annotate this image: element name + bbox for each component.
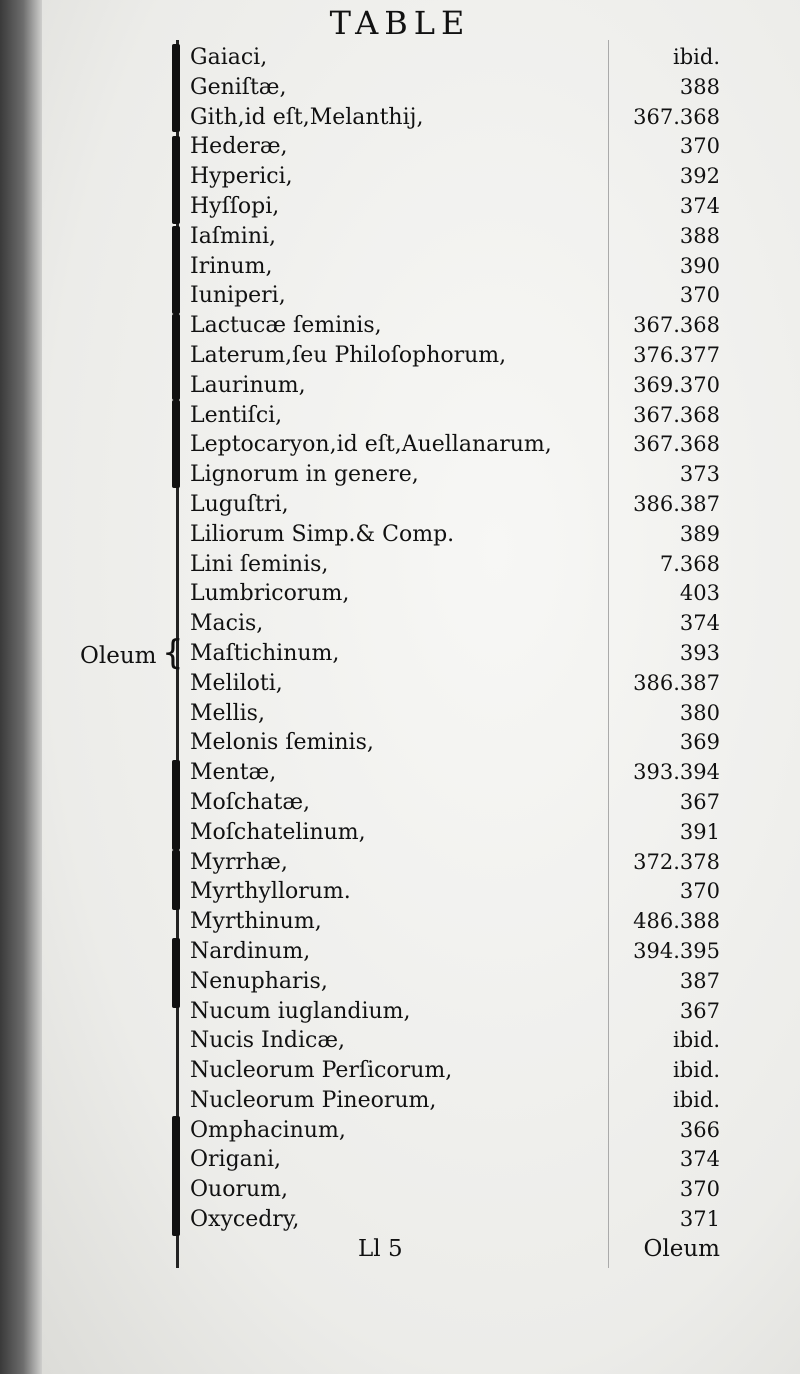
entry-page: 367 [679,789,720,814]
index-entry [190,788,720,818]
entry-name: Origani, [190,1147,281,1173]
index-entry [190,1086,720,1116]
signature-mark: Ll 5 [358,1236,403,1262]
entry-name: Maſtichinum, [190,640,340,666]
entry-name: Mellis, [190,700,265,726]
entry-name: Nucis Indicæ, [190,1028,346,1054]
group-bracket-i [172,226,180,314]
group-bracket-l2 [172,400,180,488]
index-entry [190,699,720,729]
entry-page: 369.370 [633,372,720,397]
index-entry [190,758,720,788]
entry-page: ibid. [673,1087,720,1112]
index-entry [190,132,720,162]
entry-page: 374 [679,193,720,218]
index-entry [190,1175,720,1205]
entry-page: 367.368 [633,104,720,129]
index-entry [190,728,720,758]
side-label-oleum: Oleum [80,643,157,669]
entry-name: Lumbricorum, [190,581,350,607]
entry-name: Lini ſeminis, [190,551,329,577]
entry-name: Mentæ, [190,760,277,786]
entry-name: Myrthyllorum. [190,879,351,905]
index-entry [190,192,720,222]
index-entry [190,818,720,848]
entry-name: Laterum,ſeu Philoſophorum, [190,342,507,368]
entry-name: Moſchatæ, [190,789,311,815]
entry-page: 403 [679,581,720,606]
entry-page: 486.388 [633,909,720,934]
index-entry [190,550,720,580]
entry-page: 370 [679,879,720,904]
index-entry [190,222,720,252]
index-entry [190,967,720,997]
index-entry [190,341,720,371]
entry-page: 394.395 [633,938,720,963]
index-entry [190,460,720,490]
entry-name: Nardinum, [190,938,311,964]
entry-page: 366 [679,1117,720,1142]
book-gutter [0,0,42,1374]
entry-page: 392 [679,164,720,189]
entry-name: Laurinum, [190,372,306,398]
entry-name: Iuniperi, [190,283,286,309]
entry-page: 388 [679,74,720,99]
entry-name: Irinum, [190,253,273,279]
entry-name: Liliorum Simp.& Comp. [190,521,455,547]
entry-name: Lignorum in genere, [190,462,419,488]
group-bracket-o [172,1116,180,1236]
entry-page: 370 [679,1177,720,1202]
entry-name: Lentiſci, [190,402,283,428]
group-bracket-l1 [172,314,180,400]
index-entries [190,43,720,1235]
entry-page: 390 [679,253,720,278]
index-entry [190,1205,720,1235]
index-entry [190,1145,720,1175]
index-entry [190,609,720,639]
entry-name: Myrrhæ, [190,849,288,875]
entry-name: Gaiaci, [190,45,268,70]
entry-name: Iaſmini, [190,223,277,249]
index-entry [190,281,720,311]
index-entry [190,430,720,460]
entry-name: Gith,id eſt,Melanthij, [190,104,424,130]
index-entry [190,401,720,431]
entry-page: 393.394 [633,760,720,785]
entry-name: Luguſtri, [190,491,289,517]
entry-page: 7.368 [659,551,720,576]
index-entry [190,103,720,133]
index-entry [190,669,720,699]
index-entry [190,1116,720,1146]
entry-name: Nucum iuglandium, [190,998,411,1024]
entry-name: Moſchatelinum, [190,819,366,845]
index-entry [190,877,720,907]
index-entry [190,520,720,550]
entry-name: Hederæ, [190,134,288,160]
catchword: Oleum [643,1236,720,1262]
index-entry [190,43,720,73]
entry-name: Myrthinum, [190,909,322,935]
entry-page: 386.387 [633,670,720,695]
entry-page: ibid. [673,45,720,69]
entry-page: 393 [679,640,720,665]
entry-page: 380 [679,700,720,725]
index-entry [190,639,720,669]
index-entry [190,907,720,937]
entry-page: 387 [679,968,720,993]
index-entry [190,579,720,609]
entry-name: Ouorum, [190,1177,288,1203]
brace-icon: { [162,633,184,673]
entry-name: Omphacinum, [190,1117,346,1143]
entry-page: 367 [679,998,720,1023]
page-footer [190,1236,720,1268]
entry-name: Leptocaryon,id eſt,Auellanarum, [190,432,552,458]
entry-page: 370 [679,134,720,159]
group-bracket-m1 [172,760,180,850]
entry-name: Nenupharis, [190,968,328,994]
entry-name: Melonis ſeminis, [190,730,374,756]
entry-page: 370 [679,283,720,308]
group-bracket-g [172,44,180,132]
entry-page: 376.377 [633,342,720,367]
entry-page: 374 [679,611,720,636]
entry-name: Lactucæ ſeminis, [190,313,382,339]
index-entry [190,73,720,103]
index-entry [190,490,720,520]
page-header: TABLE [329,4,471,42]
entry-name: Meliloti, [190,670,283,696]
entry-page: 374 [679,1147,720,1172]
index-entry [190,311,720,341]
entry-page: ibid. [673,1028,720,1053]
entry-page: 389 [679,521,720,546]
index-entry [190,1026,720,1056]
entry-name: Hyſſopi, [190,193,280,219]
index-entry [190,997,720,1027]
entry-name: Macis, [190,611,264,637]
group-bracket-m2 [172,850,180,910]
index-entry [190,937,720,967]
entry-name: Nucleorum Perſicorum, [190,1058,453,1084]
entry-name: Oxycedry, [190,1207,300,1233]
index-entry [190,848,720,878]
index-entry [190,1056,720,1086]
entry-page: 372.378 [633,849,720,874]
entry-page: 373 [679,462,720,487]
entry-page: 391 [679,819,720,844]
entry-page: ibid. [673,1058,720,1083]
entry-page: 367.368 [633,313,720,338]
index-entry [190,162,720,192]
entry-name: Hyperici, [190,164,293,190]
entry-page: 386.387 [633,491,720,516]
group-bracket-n [172,938,180,1008]
index-entry [190,252,720,282]
entry-page: 367.368 [633,402,720,427]
entry-page: 371 [679,1207,720,1232]
entry-name: Geniſtæ, [190,74,287,100]
group-bracket-h [172,136,180,224]
entry-page: 367.368 [633,432,720,457]
entry-page: 388 [679,223,720,248]
entry-name: Nucleorum Pineorum, [190,1087,437,1113]
index-entry [190,371,720,401]
entry-page: 369 [679,730,720,755]
